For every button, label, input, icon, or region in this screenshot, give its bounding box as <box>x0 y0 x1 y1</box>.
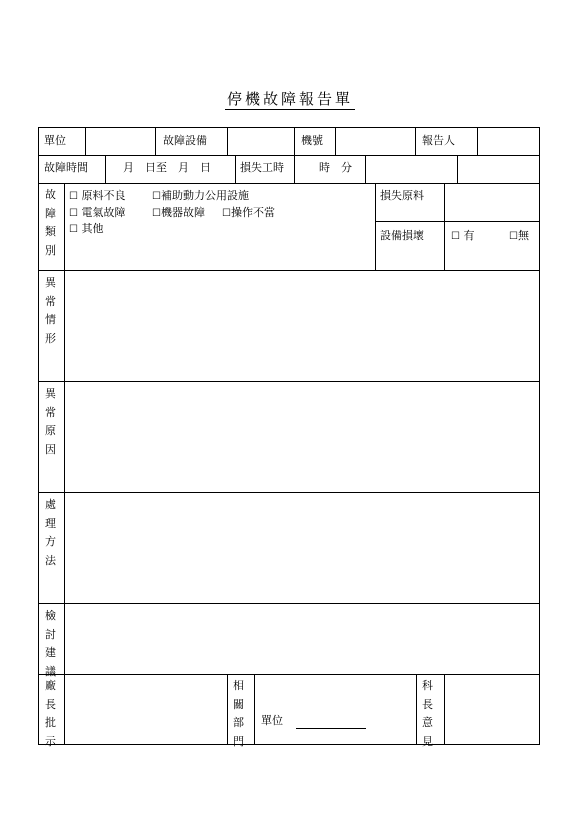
abnormal-situation-label: 異常情形 <box>45 276 56 345</box>
grid-line <box>39 183 539 184</box>
grid-line <box>375 221 539 222</box>
grid-line <box>477 128 478 155</box>
option-electrical[interactable]: ☐ 電氣故障 <box>69 206 126 219</box>
grid-line <box>416 674 417 744</box>
grid-line <box>365 155 366 183</box>
checkbox-icon[interactable]: ☐ <box>451 231 460 242</box>
checkbox-icon[interactable]: ☐ <box>69 224 78 235</box>
grid-line <box>227 128 228 155</box>
option-raw-material[interactable]: ☐ 原料不良 <box>69 189 126 202</box>
grid-line <box>39 270 539 271</box>
abnormal-cause-label: 異常原因 <box>45 387 56 456</box>
grid-line <box>254 674 255 744</box>
grid-line <box>294 155 295 183</box>
lost-material-label: 損失原料 <box>380 189 424 202</box>
grid-line <box>335 128 336 155</box>
grid-line <box>444 674 445 744</box>
unit-underline <box>296 728 366 729</box>
hour-min-label: 時 分 <box>319 161 352 174</box>
grid-line <box>39 492 539 493</box>
grid-line <box>294 128 295 155</box>
grid-line <box>155 128 156 155</box>
handling-method-label: 處理方法 <box>45 498 56 567</box>
related-dept-label: 相關部門 <box>233 679 244 748</box>
grid-line <box>415 128 416 155</box>
damage-no[interactable]: ☐無 <box>509 229 529 242</box>
fault-equipment-label: 故障設備 <box>163 134 207 147</box>
option-other[interactable]: ☐ 其他 <box>69 222 104 235</box>
grid-line <box>39 155 539 156</box>
lost-hours-label: 損失工時 <box>240 161 284 174</box>
grid-line <box>105 155 106 183</box>
review-suggestion-label: 檢討建議 <box>45 609 56 678</box>
equipment-damage-label: 設備損壞 <box>380 229 424 242</box>
grid-line <box>64 183 65 744</box>
section-chief-opinion-label: 科長意見 <box>422 679 433 748</box>
checkbox-icon[interactable]: ☐ <box>152 208 161 219</box>
machine-no-label: 機號 <box>301 134 323 147</box>
damage-yes[interactable]: ☐ 有 <box>451 229 475 242</box>
checkbox-icon[interactable]: ☐ <box>69 208 78 219</box>
grid-line <box>39 603 539 604</box>
grid-line <box>85 128 86 155</box>
grid-line <box>235 155 236 183</box>
form-title <box>0 88 580 109</box>
date-range-label: 月 日至 月 日 <box>123 161 211 174</box>
checkbox-icon[interactable]: ☐ <box>222 208 231 219</box>
grid-line <box>39 674 539 675</box>
option-machine[interactable]: ☐機器故障 <box>152 206 205 219</box>
bottom-unit-label: 單位 <box>261 714 283 727</box>
grid-line <box>457 155 458 183</box>
checkbox-icon[interactable]: ☐ <box>152 191 161 202</box>
grid-line <box>227 674 228 744</box>
factory-approval-label: 廠長批示 <box>45 679 56 748</box>
checkbox-icon[interactable]: ☐ <box>509 231 518 242</box>
reporter-label: 報告人 <box>422 134 455 147</box>
checkbox-icon[interactable]: ☐ <box>69 191 78 202</box>
grid-line <box>375 183 376 270</box>
option-aux-power[interactable]: ☐補助動力公用設施 <box>152 189 249 202</box>
category-label: 故障類別 <box>45 188 56 257</box>
form-title-text: 停機故障報告單 <box>226 90 353 108</box>
grid-line <box>39 381 539 382</box>
grid-line <box>444 183 445 270</box>
fault-time-label: 故障時間 <box>44 161 88 174</box>
report-form <box>38 127 540 748</box>
unit-label: 單位 <box>44 134 66 147</box>
option-operation[interactable]: ☐操作不當 <box>222 206 275 219</box>
